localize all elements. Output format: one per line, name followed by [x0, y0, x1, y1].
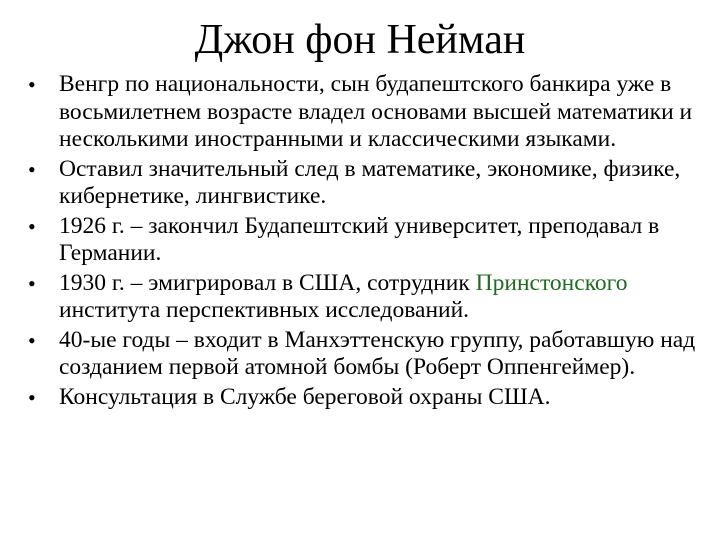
- bullet-item: [28, 213, 708, 268]
- bullet-item: [28, 327, 708, 382]
- bullet-item: [28, 270, 708, 325]
- bullet-item: [28, 156, 708, 211]
- bullet-icon: •: [28, 327, 36, 353]
- bullet-icon: •: [28, 213, 36, 239]
- bullet-icon: •: [28, 156, 36, 182]
- bullet-text-before: 1930 г. – эмигрировал в США, сотрудник: [59, 269, 476, 296]
- slide-title: Джон фон Нейман: [194, 17, 526, 63]
- bullet-text: Консультация в Службе береговой охраны США.: [59, 383, 551, 410]
- bullet-item: [28, 71, 708, 154]
- bullet-text-after: института перспективных исследований.: [59, 297, 470, 324]
- bullet-text: 1926 г. – закончил Будапештский университет, преподавал в Германии.: [59, 212, 660, 267]
- bullet-icon: •: [28, 384, 36, 410]
- bullet-text: 40-ые годы – входит в Манхэттенскую группу, работавшую над созданием первой атомной бомбы (Роберт Оппенгеймер).: [59, 326, 696, 381]
- bullet-icon: •: [28, 270, 36, 296]
- bullet-item: [28, 384, 708, 412]
- bullet-text: Оставил значительный след в математике, экономике, физике, кибернетике, лингвистике.: [59, 155, 681, 210]
- bullet-text: Венгр по национальности, сын будапештского банкира уже в восьмилетнем возрасте владел основами высшей математики и несколькими иностранными и классическими языками.: [59, 71, 693, 153]
- bullet-list: [28, 71, 708, 413]
- princeton-link[interactable]: Принстонского: [475, 269, 628, 296]
- bullet-icon: •: [28, 72, 36, 97]
